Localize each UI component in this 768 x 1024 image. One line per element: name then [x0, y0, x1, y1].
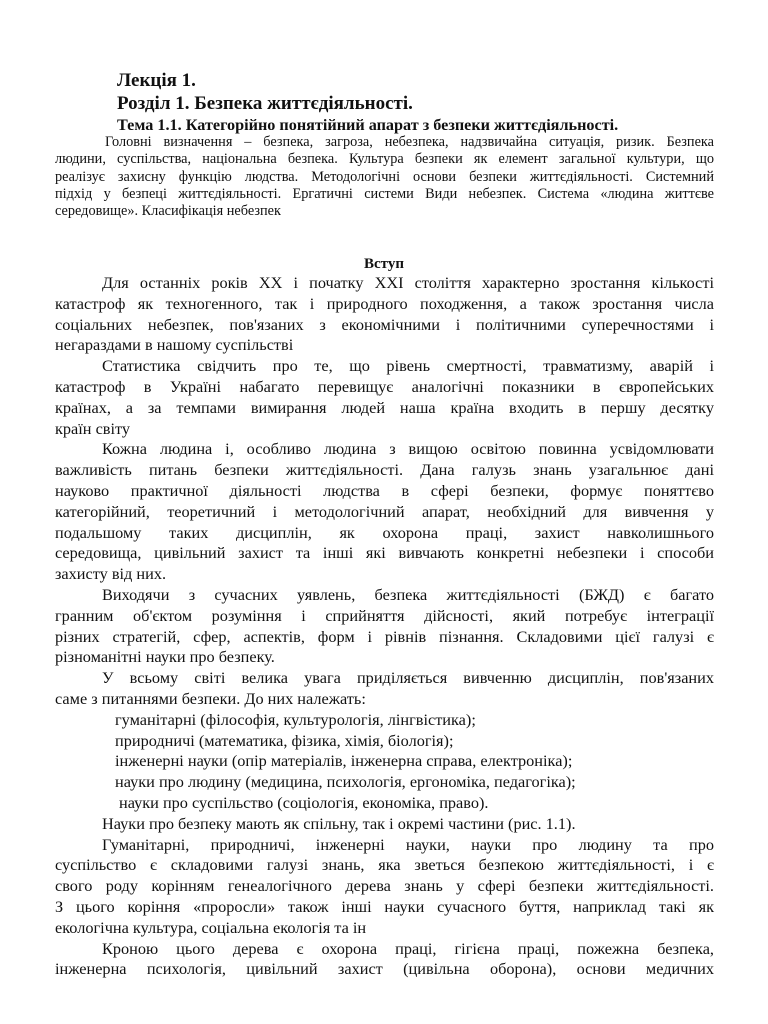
body-line: негараздами в нашому суспільстві: [55, 335, 294, 355]
intro-title: Вступ: [364, 256, 404, 272]
body-line: свого роду корінням генеалогічного дерева знань у сфері безпеки життєдіяльності.: [55, 876, 714, 896]
body-line: Для останніх років XX і початку XXI століття характерно зростання кількості: [102, 273, 714, 292]
abstract-line: Головні визначення – безпека, загроза, небезпека, надзвичайна ситуація, ризик. Безпека: [105, 134, 714, 150]
body-line: середовища, цивільний захист та інші які вивчають конкретні небезпеки і способи: [55, 543, 714, 563]
list-item: природничі (математика, фізика, хімія, біологія);: [115, 730, 454, 750]
body-line: Кроною цього дерева є охорона праці, гігієна праці, пожежна безпека,: [102, 938, 714, 958]
body-line: катастроф в Україні набагато перевищує аналогічні показники в європейських: [55, 376, 714, 396]
list-item: інженерні науки (опір матеріалів, інженерна справа, електроніка);: [115, 751, 573, 771]
list-item: науки про суспільство (соціологія, економіка, право).: [119, 792, 489, 812]
body-line: різних стратегій, сфер, аспектів, форм і рівнів пізнання. Складовими цієї галузі є: [55, 626, 714, 646]
list-item: науки про людину (медицина, психологія, ергономіка, педагогіка);: [115, 772, 576, 792]
body-line: соціальних небезпек, пов'язаних з економічними і політичними суперечностями і: [55, 314, 714, 334]
body-line: гранним об'єктом розуміння і сприйняття дійсності, який потребує інтеграції: [55, 605, 714, 625]
section-heading: Розділ 1. Безпека життєдіяльності.: [117, 93, 413, 114]
lecture-heading: Лекція 1.: [117, 70, 196, 91]
body-line: Кожна людина і, особливо людина з вищою освітою повинна усвідомлювати: [102, 439, 714, 459]
body-line: З цього коріння «проросли» також інші науки сучасного буття, наприклад такі як: [55, 896, 714, 916]
body-line: Гуманітарні, природничі, інженерні науки, науки про людину та про: [102, 834, 714, 854]
body-line: суспільство є складовими галузі знань, яка зветься безпекою життєдіяльності, і є: [55, 855, 714, 875]
topic-abstract: [55, 134, 714, 220]
body-line: категорійний, теоретичний і методологічний апарат, необхідний для вивчення у: [55, 501, 714, 521]
abstract-line: підхід у безпеці життєдіяльності. Ергатичні системи Види небезпек. Система «людина життєве: [55, 185, 714, 202]
body-line: важливість питань безпеки життєдіяльності. Дана галузь знань узагальнює дані: [55, 460, 714, 480]
body-line: катастроф як техногенного, так і природного походження, а також зростання числа: [55, 293, 714, 313]
abstract-line: людини, суспільства, національна безпека. Культура безпеки як елемент загальної культури, що: [55, 151, 714, 168]
topic-heading: Тема 1.1. Категорійно понятійний апарат з безпеки життєдіяльності.: [117, 116, 619, 134]
body-text: [55, 273, 714, 980]
body-line: У всьому світі велика увага приділяється вивченню дисциплін, пов'язаних: [102, 668, 714, 688]
body-line: інженерна психологія, цивільний захист (цивільна оборона), основи медичних: [55, 959, 714, 979]
body-line: подальшому таких дисциплін, як охорона праці, захист навколишнього: [55, 522, 714, 542]
list-item: гуманітарні (філософія, культурологія, лінгвістика);: [115, 709, 476, 729]
body-line: захисту від них.: [55, 564, 167, 584]
body-line: Виходячи з сучасних уявлень, безпека життєдіяльності (БЖД) є багато: [102, 584, 714, 604]
body-line: країн світу: [55, 418, 131, 438]
body-line: Статистика свідчить про те, що рівень смертності, травматизму, аварій і: [102, 356, 714, 376]
body-line: країнах, а за темпами вимирання людей наша країна входить в першу десятку: [55, 397, 714, 417]
body-line: різноманітні науки про безпеку.: [55, 647, 275, 667]
body-line: екологічна культура, соціальна екологія та ін: [55, 917, 367, 937]
abstract-line: середовище». Класифікація небезпек: [55, 203, 281, 220]
body-line: Науки про безпеку мають як спільну, так і окремі частини (рис. 1.1).: [102, 813, 576, 833]
body-line: науково практичної діяльності людства в сфері безпеки, формує поняттєво: [55, 480, 714, 500]
abstract-line: реалізує захисну функцію людства. Методологічні основи безпеки життєдіяльності. Системний: [55, 168, 714, 185]
body-line: саме з питаннями безпеки. До них належать:: [55, 688, 366, 708]
